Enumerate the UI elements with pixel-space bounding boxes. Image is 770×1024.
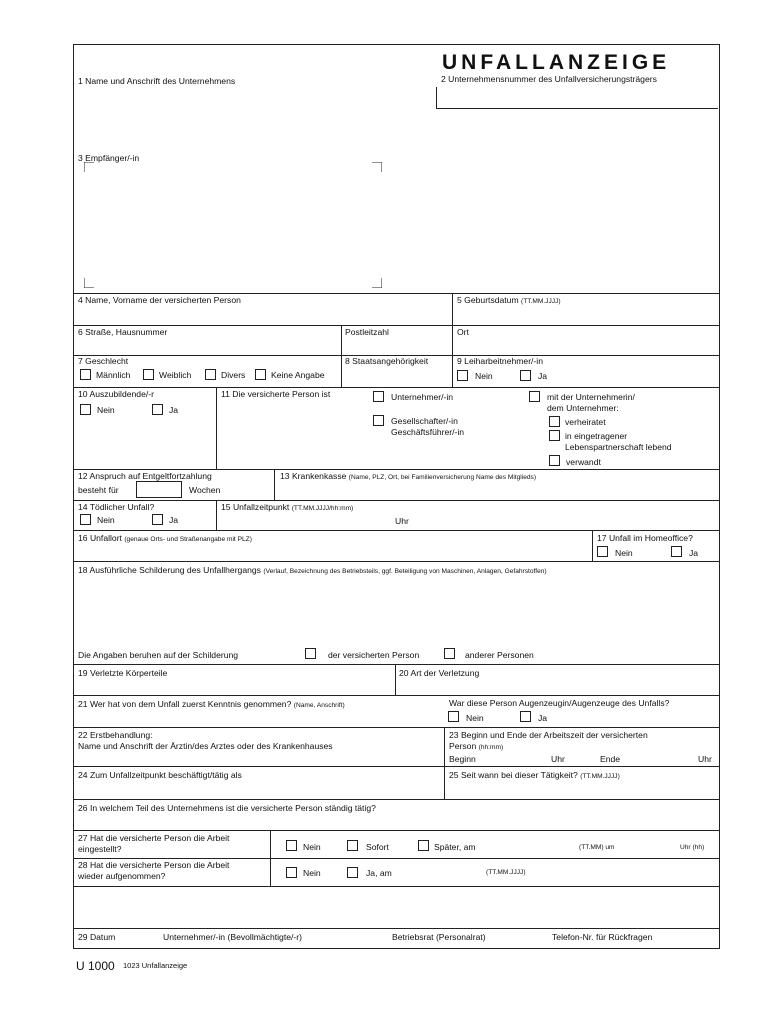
unfallzeit-uhr-label: Uhr	[395, 516, 409, 526]
corner-mark-icon	[84, 162, 94, 172]
divider	[73, 695, 719, 696]
divider	[452, 325, 453, 387]
divider	[73, 727, 719, 728]
checkbox-augenzeuge-ja[interactable]	[520, 711, 531, 722]
unterschrift-unternehmer-label: Unternehmer/-in (Bevollmächtigte/-r)	[163, 932, 302, 942]
checkbox-aufgenommen-nein[interactable]	[286, 867, 297, 878]
checkbox-homeoffice-ja[interactable]	[671, 546, 682, 557]
field-19-label: 19 Verletzte Körperteile	[78, 668, 168, 678]
checkbox-azubi-ja[interactable]	[152, 404, 163, 415]
field-28-label-2: wieder aufgenommen?	[78, 871, 166, 881]
option-divers: Divers	[221, 370, 246, 380]
field-26-label: 26 In welchem Teil des Unternehmens ist die versicherte Person ständig tätig?	[78, 803, 376, 813]
beginn-uhr-label: Uhr	[551, 754, 565, 764]
homeoffice-ja-label: Ja	[689, 548, 699, 558]
divider	[216, 500, 217, 530]
divider	[73, 325, 719, 326]
field-6-label: 6 Straße, Hausnummer	[78, 327, 168, 337]
field-14-label: 14 Tödlicher Unfall?	[78, 502, 155, 512]
basis-andere-label: anderer Personen	[465, 650, 534, 660]
field-27-label-1: 27 Hat die versicherte Person die Arbeit	[78, 833, 230, 843]
aufgenommen-ja-label: Ja, am	[366, 868, 392, 878]
field-24-label: 24 Zum Unfallzeitpunkt beschäftigt/tätig als	[78, 770, 242, 780]
field-27-label-2: eingestellt?	[78, 844, 122, 854]
divider	[73, 858, 719, 859]
ort-label: Ort	[457, 327, 469, 337]
field-13-label: 13 Krankenkasse (Name, PLZ, Ort, bei Familienversicherung Name des Mitglieds)	[280, 471, 537, 481]
beginn-label: Beginn	[449, 754, 476, 764]
checkbox-mit-unternehmer[interactable]	[529, 391, 540, 402]
corner-mark-icon	[372, 162, 382, 172]
checkbox-aufgenommen-ja[interactable]	[347, 867, 358, 878]
divider	[341, 325, 342, 387]
checkbox-lebenspartnerschaft[interactable]	[549, 430, 560, 441]
basis-versicherte-label: der versicherten Person	[328, 650, 420, 660]
besteht-fuer-label: besteht für	[78, 485, 119, 495]
checkbox-azubi-nein[interactable]	[80, 404, 91, 415]
option-weiblich: Weiblich	[159, 370, 192, 380]
option-maennlich: Männlich	[96, 370, 131, 380]
checkbox-maennlich[interactable]	[80, 369, 91, 380]
checkbox-toedlich-ja[interactable]	[152, 514, 163, 525]
divider	[274, 469, 275, 500]
telefon-label: Telefon-Nr. für Rückfragen	[552, 932, 653, 942]
lebenspartnerschaft-label-1: in eingetragener	[565, 431, 628, 441]
divider	[216, 387, 217, 469]
field-15-label: 15 Unfallzeitpunkt (TT.MM.JJJJ/hh:mm)	[221, 502, 354, 512]
angaben-basis-label: Die Angaben beruhen auf der Schilderung	[78, 650, 239, 660]
eingestellt-spaeter-label: Später, am	[434, 842, 476, 852]
field-10-label: 10 Auszubildende/-r	[78, 389, 154, 399]
divider	[436, 108, 718, 109]
azubi-ja-label: Ja	[169, 405, 179, 415]
checkbox-augenzeuge-nein[interactable]	[448, 711, 459, 722]
divider	[73, 664, 719, 665]
field-25-label: 25 Seit wann bei dieser Tätigkeit? (TT.MM.JJJJ)	[449, 770, 620, 780]
field-28-label-1: 28 Hat die versicherte Person die Arbeit	[78, 860, 230, 870]
checkbox-basis-versicherte[interactable]	[305, 648, 316, 659]
checkbox-divers[interactable]	[205, 369, 216, 380]
checkbox-verwandt[interactable]	[549, 455, 560, 466]
checkbox-verheiratet[interactable]	[549, 416, 560, 427]
checkbox-keine-angabe[interactable]	[255, 369, 266, 380]
divider	[452, 293, 453, 325]
mit-unternehmer-label-1: mit der Unternehmerin/	[547, 392, 635, 402]
field-16-label: 16 Unfallort (genaue Orts- und Straßenangabe mit PLZ)	[78, 533, 252, 543]
field-7-label: 7 Geschlecht	[78, 356, 129, 366]
divider	[395, 664, 396, 695]
divider	[73, 469, 719, 470]
wochen-label: Wochen	[189, 485, 221, 495]
ende-label: Ende	[600, 754, 621, 764]
field-21-label: 21 Wer hat von dem Unfall zuerst Kenntnis genommen? (Name, Anschrift)	[78, 699, 345, 709]
lebenspartnerschaft-label-2: Lebenspartnerschaft lebend	[565, 442, 672, 452]
divider	[73, 830, 719, 831]
divider	[73, 293, 719, 294]
divider	[436, 87, 437, 108]
wochen-input[interactable]	[136, 481, 182, 498]
checkbox-basis-andere[interactable]	[444, 648, 455, 659]
field-22-label: 22 Erstbehandlung:	[78, 730, 153, 740]
checkbox-toedlich-nein[interactable]	[80, 514, 91, 525]
checkbox-unternehmer[interactable]	[373, 391, 384, 402]
field-22-line2: Name und Anschrift der Ärztin/des Arztes oder des Krankenhauses	[78, 741, 333, 751]
divider	[73, 530, 719, 531]
option-keine-angabe: Keine Angabe	[271, 370, 325, 380]
augenzeuge-question: War diese Person Augenzeugin/Augenzeuge des Unfalls?	[449, 698, 670, 708]
checkbox-gesellschafter[interactable]	[373, 415, 384, 426]
checkbox-homeoffice-nein[interactable]	[597, 546, 608, 557]
field-9-label: 9 Leiharbeitnehmer/-in	[457, 356, 543, 366]
leiharbeit-ja-label: Ja	[538, 371, 548, 381]
toedlich-ja-label: Ja	[169, 515, 179, 525]
augenzeuge-ja-label: Ja	[538, 713, 548, 723]
form-code: U 1000	[76, 959, 115, 973]
leiharbeit-nein-label: Nein	[475, 371, 493, 381]
divider	[73, 561, 719, 562]
checkbox-weiblich[interactable]	[143, 369, 154, 380]
divider	[592, 530, 593, 561]
corner-mark-icon	[372, 278, 382, 288]
divider	[73, 766, 719, 767]
corner-mark-icon	[84, 278, 94, 288]
field-23-line2: Person (hh:mm)	[449, 741, 504, 751]
augenzeuge-nein-label: Nein	[466, 713, 484, 723]
homeoffice-nein-label: Nein	[615, 548, 633, 558]
eingestellt-ttmm-hint: (TT.MM) um	[579, 844, 615, 851]
checkbox-eingestellt-sofort[interactable]	[347, 840, 358, 851]
divider	[73, 886, 719, 887]
checkbox-eingestellt-spaeter[interactable]	[418, 840, 429, 851]
mit-unternehmer-label-2: dem Unternehmer:	[547, 403, 619, 413]
verheiratet-label: verheiratet	[565, 417, 606, 427]
aufgenommen-nein-label: Nein	[303, 868, 321, 878]
divider	[73, 799, 719, 800]
gesellschafter-label-2: Geschäftsführer/-in	[391, 427, 465, 437]
postleitzahl-label: Postleitzahl	[345, 327, 389, 337]
eingestellt-sofort-label: Sofort	[366, 842, 389, 852]
azubi-nein-label: Nein	[97, 405, 115, 415]
unterschrift-betriebsrat-label: Betriebsrat (Personalrat)	[392, 932, 486, 942]
field-3-label: 3 Empfänger/-in	[78, 153, 140, 163]
field-4-label: 4 Name, Vorname der versicherten Person	[78, 295, 241, 305]
eingestellt-uhr-hint: Uhr (hh)	[680, 844, 705, 851]
eingestellt-nein-label: Nein	[303, 842, 321, 852]
field-23-label: 23 Beginn und Ende der Arbeitszeit der versicherten	[449, 730, 648, 740]
datum-label: 29 Datum	[78, 932, 116, 942]
gesellschafter-label-1: Gesellschafter/-in	[391, 416, 458, 426]
form-code-sub: 1023 Unfallanzeige	[123, 961, 188, 970]
divider	[73, 928, 719, 929]
checkbox-leiharbeit-nein[interactable]	[457, 370, 468, 381]
field-11-label: 11 Die versicherte Person ist	[221, 389, 331, 399]
field-2-label: 2 Unternehmensnummer des Unfallversicherungsträgers	[441, 74, 657, 84]
field-1-label: 1 Name und Anschrift des Unternehmens	[78, 76, 236, 86]
divider	[73, 500, 719, 501]
field-18-label: 18 Ausführliche Schilderung des Unfallhergangs (Verlauf, Bezeichnung des Betriebsteils, ggf. Beteiligung von Maschinen, Anlagen, Gefahrstoffen)	[78, 565, 547, 575]
field-20-label: 20 Art der Verletzung	[399, 668, 480, 678]
divider	[73, 387, 719, 388]
field-12-label: 12 Anspruch auf Entgeltfortzahlung	[78, 471, 212, 481]
field-5-label: 5 Geburtsdatum (TT.MM.JJJJ)	[457, 295, 561, 305]
toedlich-nein-label: Nein	[97, 515, 115, 525]
form-title: UNFALLANZEIGE	[442, 51, 671, 74]
checkbox-eingestellt-nein[interactable]	[286, 840, 297, 851]
verwandt-label: verwandt	[566, 457, 601, 467]
field-8-label: 8 Staatsangehörigkeit	[345, 356, 429, 366]
divider	[444, 727, 445, 799]
unternehmer-label: Unternehmer/-in	[391, 392, 454, 402]
checkbox-leiharbeit-ja[interactable]	[520, 370, 531, 381]
field-17-label: 17 Unfall im Homeoffice?	[597, 533, 693, 543]
ende-uhr-label: Uhr	[698, 754, 712, 764]
aufgenommen-datum-hint: (TT.MM.JJJJ)	[486, 869, 526, 876]
